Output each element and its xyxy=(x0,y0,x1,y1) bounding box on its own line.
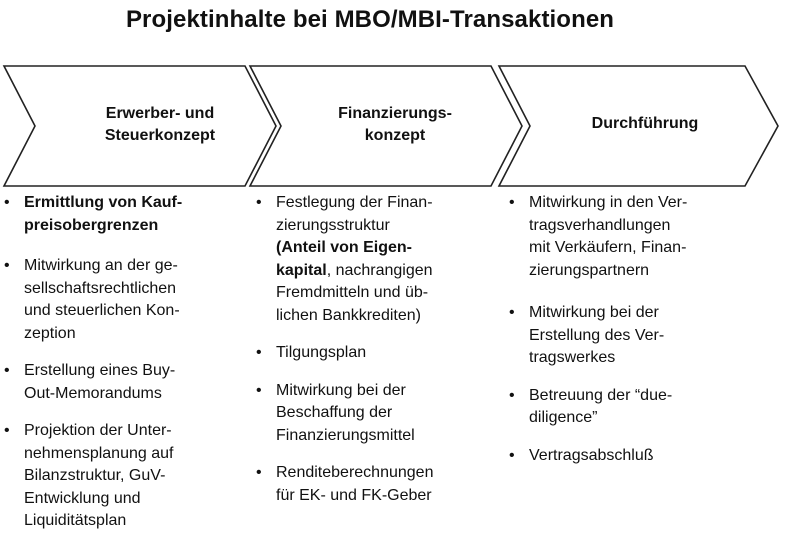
bullet-icon: • xyxy=(256,344,262,361)
list-item-text xyxy=(529,387,672,427)
bullet-icon: • xyxy=(509,446,515,464)
list-item xyxy=(254,342,499,365)
list-item-text xyxy=(276,464,433,504)
list-item-text xyxy=(24,257,180,342)
bullet-icon: • xyxy=(256,464,262,481)
list-item xyxy=(507,192,757,282)
item-text: Vertragsabschluß xyxy=(529,446,654,464)
list-item-text xyxy=(529,304,664,366)
bullet-icon: • xyxy=(509,304,515,321)
item-text: Renditeberechnungen für EK- und FK-Geber xyxy=(276,464,434,504)
item-text: Tilgungsplan xyxy=(276,344,367,361)
bullet-icon: • xyxy=(4,257,10,274)
column-finanzierung xyxy=(254,192,499,507)
emphasis-text: (Anteil von Eigen- kapital xyxy=(276,239,412,279)
column-erwerber xyxy=(2,192,247,533)
list-item-text xyxy=(276,382,415,444)
list-item xyxy=(507,445,757,468)
emphasis-text: Ermittlung von Kauf- preisobergrenzen xyxy=(24,194,183,234)
bullet-icon: • xyxy=(4,362,10,379)
item-text: Mitwirkung bei der Erstellung des Ver- tragswerkes xyxy=(529,304,665,366)
list-item-text xyxy=(529,447,654,464)
bullet-icon: • xyxy=(256,194,262,211)
list-item xyxy=(2,255,247,345)
phase-label-1: Erwerber- und Steuerkonzept xyxy=(104,105,216,144)
item-text: Mitwirkung bei der Beschaffung der Finanzierungsmittel xyxy=(276,381,415,444)
item-text: Festlegung der Finan- zierungsstruktur xyxy=(276,194,433,234)
list-item xyxy=(2,420,247,533)
item-text: Erstellung eines Buy- Out-Memorandums xyxy=(24,362,176,402)
phase-label-3: Durchführung xyxy=(591,115,699,132)
list-item xyxy=(254,462,499,507)
item-text: Betreuung der “due- diligence” xyxy=(529,386,673,426)
item-text: Projektion der Unter- nehmensplanung auf Bilanzstruktur, GuV- Entwicklung und Liquiditätsplan xyxy=(24,422,174,529)
item-text: , nachrangigen Fremdmitteln und üb- lichen Bankkrediten) xyxy=(276,261,433,324)
list-item xyxy=(254,380,499,448)
process-chevrons xyxy=(0,0,785,200)
bullet-icon: • xyxy=(4,194,10,211)
list-item-text xyxy=(276,344,366,361)
column-durchfuehrung xyxy=(507,192,757,467)
list-item-text xyxy=(24,194,182,234)
list-item xyxy=(2,192,247,237)
bullet-icon: • xyxy=(509,386,515,404)
phase-label-2: Finanzierungs- konzept xyxy=(338,105,452,144)
list-item-text xyxy=(24,362,175,402)
item-text: Mitwirkung in den Ver- tragsverhandlungen mit Verkäufern, Finan- zierungspartnern xyxy=(529,194,688,279)
list-item xyxy=(507,302,757,370)
list-item-text xyxy=(24,422,173,529)
item-text: Mitwirkung an der ge- sellschaftsrechtlichen und steuerlichen Kon- zeption xyxy=(24,257,180,342)
list-item xyxy=(254,192,499,327)
page-title: Projektinhalte bei MBO/MBI-Transaktionen xyxy=(125,6,615,33)
bullet-icon: • xyxy=(256,381,262,399)
list-item-text xyxy=(529,194,687,279)
bullet-icon: • xyxy=(509,194,515,211)
list-item-text xyxy=(276,194,433,324)
list-item xyxy=(507,385,757,430)
bullet-icon: • xyxy=(4,422,10,439)
list-item xyxy=(2,360,247,405)
